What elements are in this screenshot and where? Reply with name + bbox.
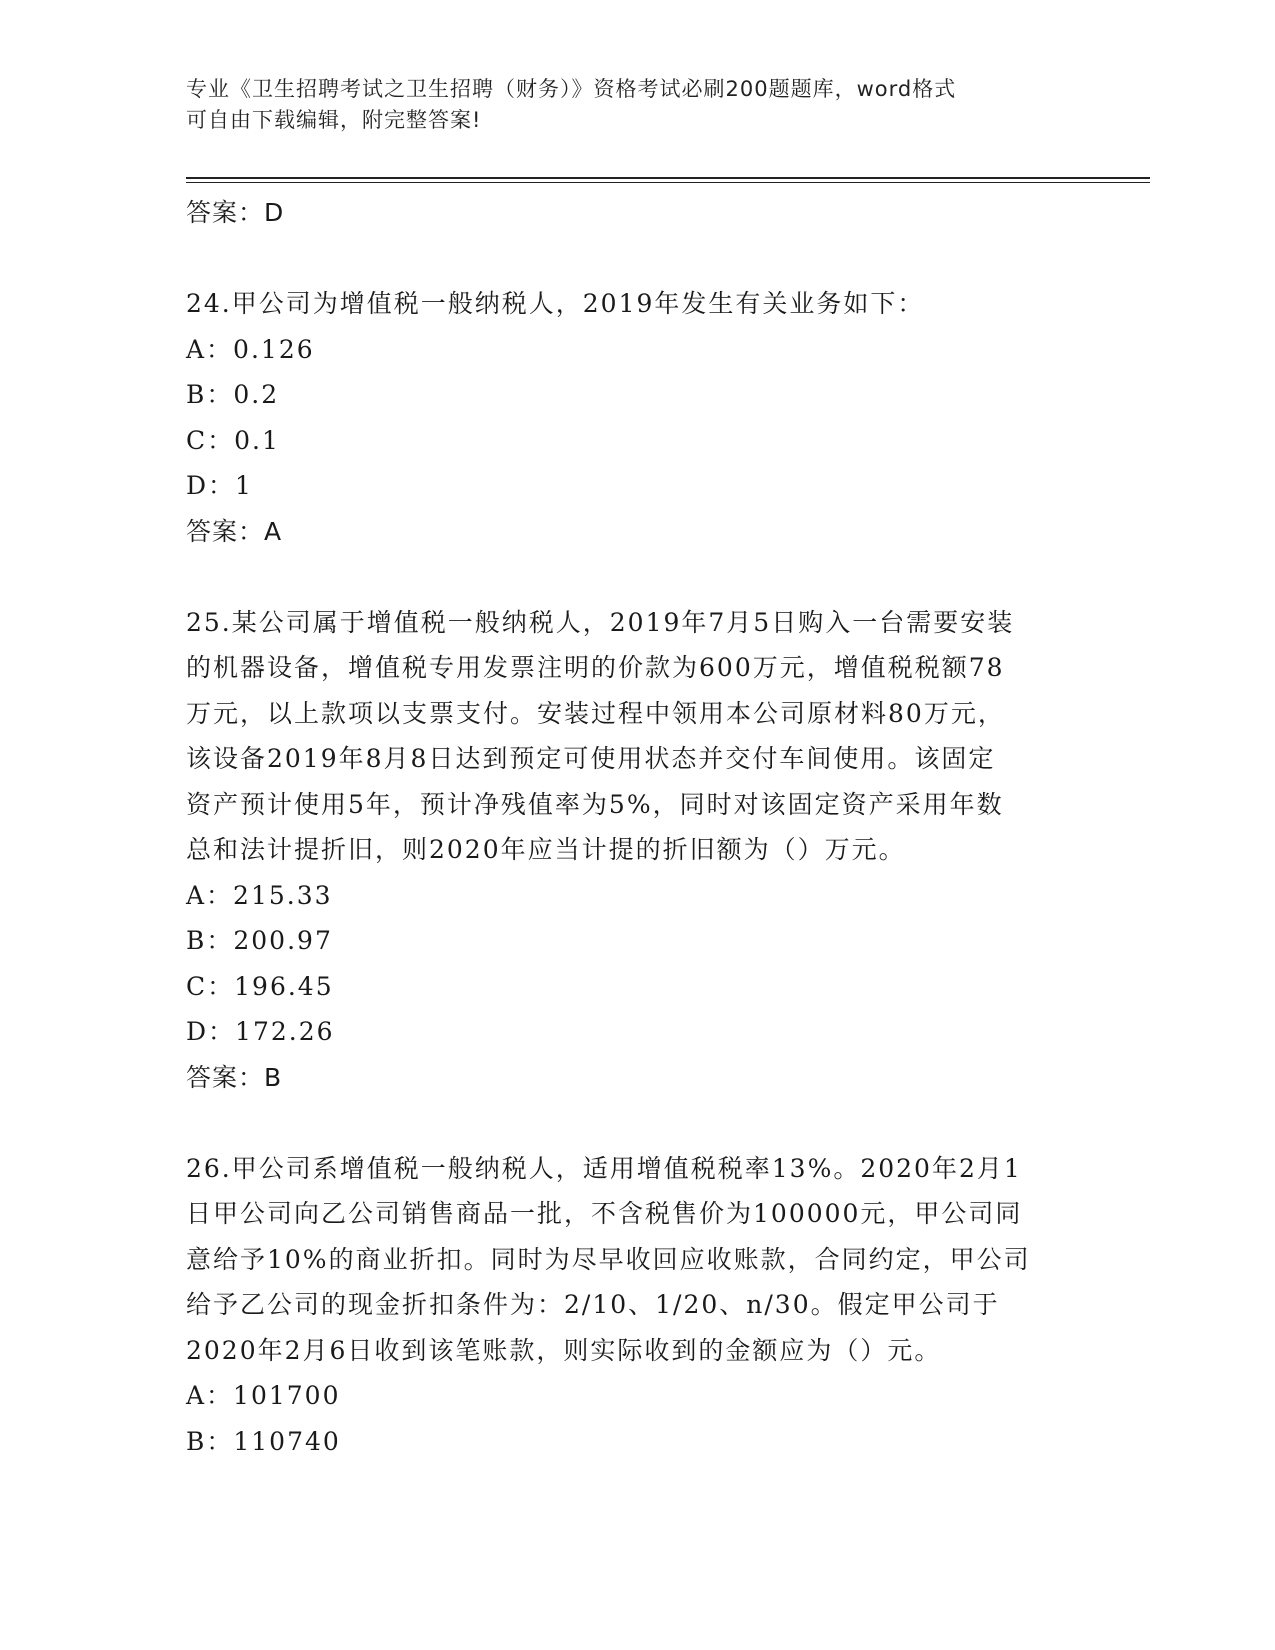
question-text-line: 该设备2019年8月8日达到预定可使用状态并交付车间使用。该固定 — [186, 744, 996, 773]
answer: 答案：B — [186, 1062, 283, 1092]
header-rule-thin — [186, 182, 1150, 183]
header-rule-thick — [186, 177, 1150, 179]
question-text-line: 24.甲公司为增值税一般纳税人，2019年发生有关业务如下： — [186, 289, 925, 318]
option-b: B：0.2 — [186, 380, 280, 409]
question-text-line: 2020年2月6日收到该笔账款，则实际收到的金额应为（）元。 — [186, 1335, 942, 1365]
question-26 — [186, 1146, 1086, 1465]
option-c: C：196.45 — [186, 971, 334, 1001]
header-line-1: 专业《卫生招聘考试之卫生招聘（财务）》资格考试必刷200题题库，word格式 — [186, 77, 957, 101]
header-line-2: 可自由下载编辑，附完整答案! — [186, 108, 482, 132]
option-a: A：0.126 — [186, 334, 315, 364]
question-text-line: 25.某公司属于增值税一般纳税人，2019年7月5日购入一台需要安装 — [186, 607, 1015, 637]
option-a: A：215.33 — [186, 880, 333, 910]
question-text-line: 总和法计提折旧，则2020年应当计提的折旧额为（）万元。 — [186, 835, 906, 864]
question-text-line: 给予乙公司的现金折扣条件为：2/10、1/20、n/30。假定甲公司于 — [186, 1290, 1000, 1319]
option-b: B：200.97 — [186, 926, 333, 955]
spacer — [186, 1100, 1086, 1146]
option-d: D：1 — [186, 471, 253, 500]
option-a: A：101700 — [186, 1381, 341, 1410]
question-24 — [186, 281, 1086, 554]
question-25 — [186, 600, 1086, 1101]
answer: 答案：A — [186, 516, 283, 546]
spacer — [186, 554, 1086, 600]
question-text-line: 万元，以上款项以支票支付。安装过程中领用本公司原材料80万元， — [186, 698, 1005, 728]
spacer — [186, 236, 1086, 282]
option-c: C：0.1 — [186, 425, 280, 455]
option-d: D：172.26 — [186, 1017, 335, 1046]
question-text-line: 资产预计使用5年，预计净残值率为5%，同时对该固定资产采用年数 — [186, 789, 1004, 819]
document-header — [186, 74, 1066, 136]
option-b: B：110740 — [186, 1426, 341, 1456]
question-text-line: 日甲公司向乙公司销售商品一批，不含税售价为100000元，甲公司同 — [186, 1199, 1023, 1228]
question-text-line: 的机器设备，增值税专用发票注明的价款为600万元，增值税税额78 — [186, 653, 1005, 682]
question-text-line: 26.甲公司系增值税一般纳税人，适用增值税税率13%。2020年2月1 — [186, 1153, 1022, 1183]
question-text-line: 意给予10%的商业折扣。同时为尽早收回应收账款，合同约定，甲公司 — [186, 1244, 1031, 1274]
document-body — [186, 190, 1086, 1464]
answer-previous: 答案：D — [186, 198, 285, 227]
